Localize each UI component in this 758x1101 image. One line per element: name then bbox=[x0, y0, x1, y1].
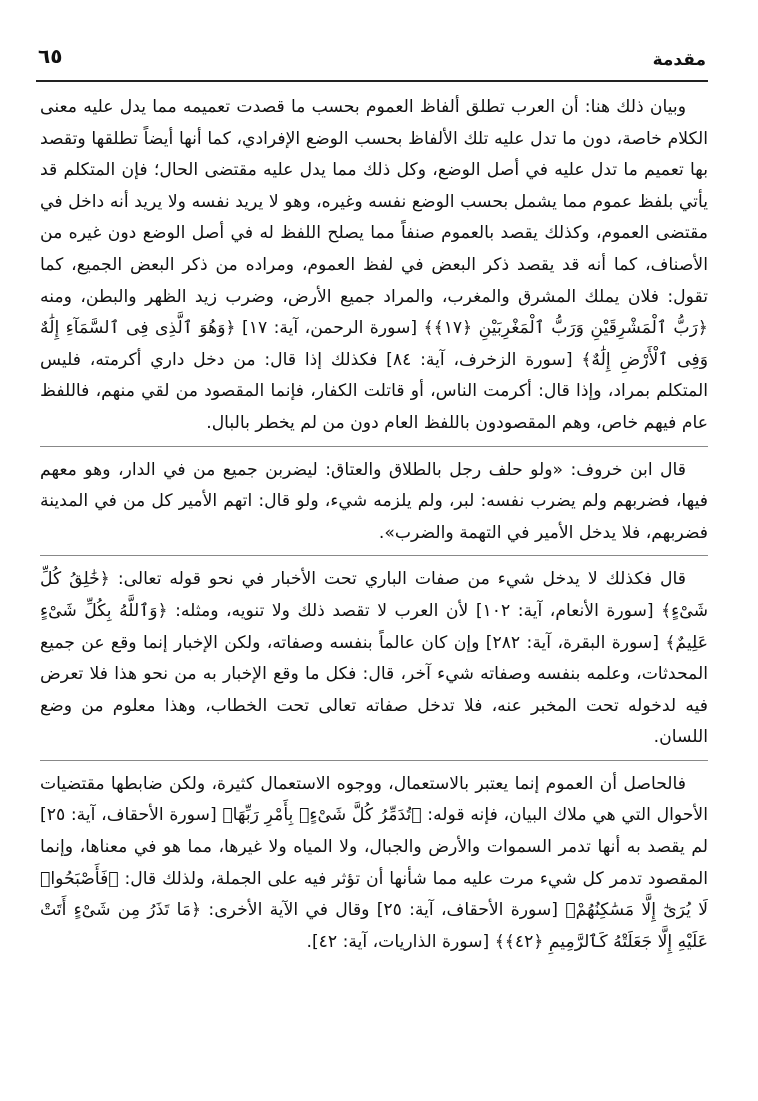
header-rule bbox=[36, 80, 708, 82]
running-header-title: مقدمة bbox=[652, 50, 706, 70]
paragraph-divider bbox=[40, 555, 708, 556]
paragraph-4: فالحاصل أن العموم إنما يعتبر بالاستعمال، ووجوه الاستعمال كثيرة، ولكن ضابطها مقتضيات الأحوال التي هي ملاك البيان، فإنه قوله: ﴿تُدَمِّرُ كُلَّ شَىْءٍۭ بِأَمْرِ رَبِّهَا﴾ [سورة الأحقاف، آية: ٢٥] لم يقصد به أنها تدمر السموات والأرض والجبال، ولا المياه ولا غيرها، مما هو في معناها، وإنما المقصود تدمر كل شيء مرت عليه مما شأنها أن تؤثر فيه على الجملة، ولذلك قال: ﴿فَأَصْبَحُوا۟ لَا يُرَىٰٓ إِلَّا مَسَٰكِنُهُمْ﴾ [سورة الأحقاف، آية: ٢٥] وقال في الآية الأخرى: ﴿مَا تَذَرُ مِن شَىْءٍ أَتَتْ عَلَيْهِ إِلَّا جَعَلَتْهُ كَٱلرَّمِيمِ ﴿٤٢﴾﴾ [سورة الذاريات، آية: ٤٢]. bbox=[40, 773, 708, 952]
paragraph-divider bbox=[40, 760, 708, 761]
body-text bbox=[40, 92, 708, 958]
page-number: ٦٥ bbox=[38, 44, 63, 68]
paragraph-3: قال فكذلك لا يدخل شيء من صفات الباري تحت الأخبار في نحو قوله تعالى: ﴿خَٰلِقُ كُلِّ شَىْءٍ﴾ [سورة الأنعام، آية: ١٠٢] لأن العرب لا تقصد ذلك ولا تنويه، ومثله: ﴿وَٱللَّهُ بِكُلِّ شَىْءٍ عَلِيمٌ﴾ [سورة البقرة، آية: ٢٨٢] وإن كان عالماً بنفسه وصفاته، ولكن الإخبار إنما وقع عن جميع المحدثات، وعلمه بنفسه وصفاته شيء آخر، قال: فكل ما وقع الإخبار به من نحو هذا فلا تعرض فيه لدخوله تحت المخبر عنه، فلا تدخل صفاته تعالى تحت الخطاب، وهذا معلوم من وضع اللسان. bbox=[40, 569, 709, 748]
paragraph-divider bbox=[40, 446, 708, 447]
paragraph-2: قال ابن خروف: «ولو حلف رجل بالطلاق والعتاق: ليضربن جميع من في الدار، وهو معهم فيها، فضربهم ولم يضرب نفسه: لبر، ولم يلزمه شيء، ولو قال: اتهم الأمير كل من في المدينة فضربهم، فلا يدخل الأمير في التهمة والضرب». bbox=[40, 459, 708, 543]
paragraph-1: وبيان ذلك هنا: أن العرب تطلق ألفاظ العموم بحسب ما قصدت تعميمه مما يدل عليه معنى الكلام خاصة، دون ما تدل عليه تلك الألفاظ بحسب الوضع الإفرادي، كما أنها أيضاً تطلقها وتقصد بها تعميم ما تدل عليه في أصل الوضع، وكل ذلك مما يدل عليه مقتضى الحال؛ فإن المتكلم قد يأتي بلفظ عموم مما يشمل بحسب الوضع نفسه وغيره، وهو لا يريد نفسه ولا يريد أنه داخل في مقتضى العموم، وكذلك يقصد بالعموم صنفاً مما يصلح اللفظ له في أصل الوضع دون غيره من الأصناف، كما أنه قد يقصد ذكر البعض في لفظ العموم، ومراده من ذكر البعض الجميع، كما تقول: فلان يملك المشرق والمغرب، والمراد جميع الأرض، وضرب زيد الظهر والبطن، ومنه ﴿رَبُّ ٱلْمَشْرِقَيْنِ وَرَبُّ ٱلْمَغْرِبَيْنِ ﴿١٧﴾﴾ [سورة الرحمن، آية: ١٧] ﴿وَهُوَ ٱلَّذِى فِى ٱلسَّمَآءِ إِلَٰهٌ وَفِى ٱلْأَرْضِ إِلَٰهٌ﴾ [سورة الزخرف، آية: ٨٤] فكذلك إذا قال: من دخل داري أكرمته، فليس المتكلم بمراد، وإذا قال: أكرمت الناس، أو قاتلت الكفار، فإنما المقصود من لقي منهم، فاللفظ عام فيهم خاص، وهم المقصودون باللفظ العام دون من لم يخطر بالبال. bbox=[40, 97, 709, 433]
